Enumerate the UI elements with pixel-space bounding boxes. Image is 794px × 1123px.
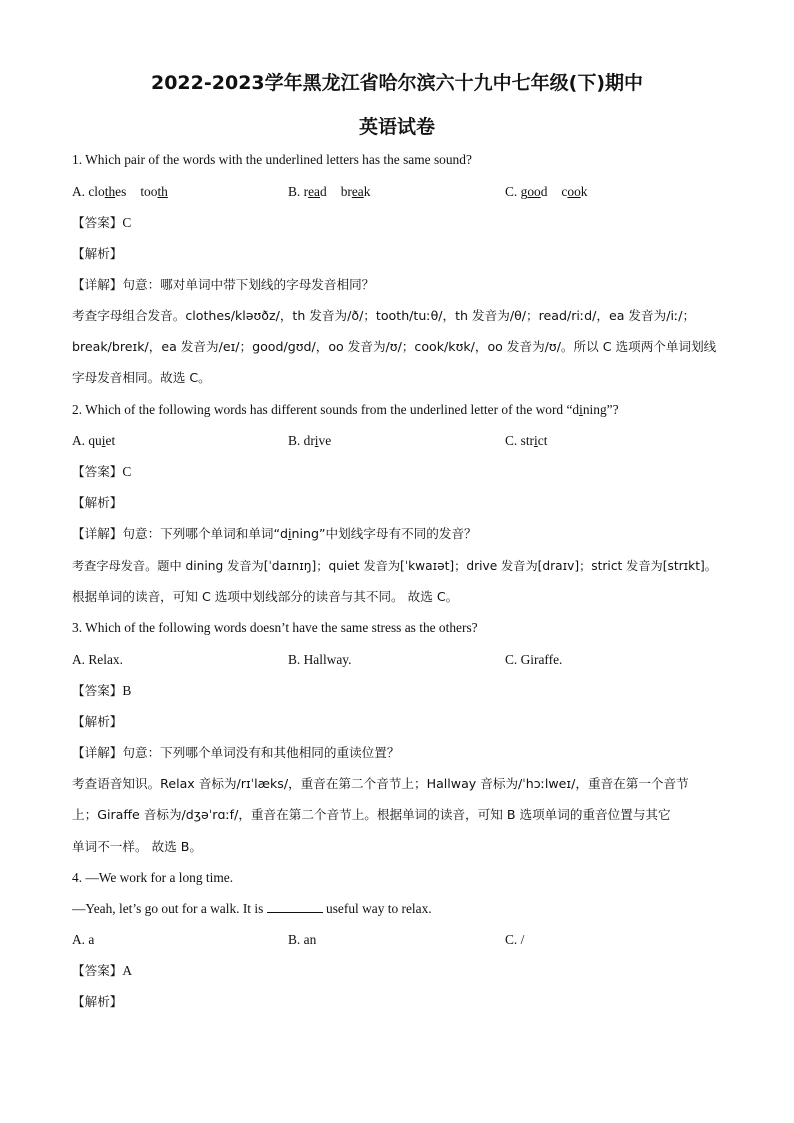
q1-option-c: C. good cook xyxy=(505,184,588,199)
q3-explanation-3: 单词不一样。 故选 B。 xyxy=(72,839,202,854)
q1-option-a: A. clothes tooth xyxy=(72,184,168,199)
q1-analysis-label: 【解析】 xyxy=(72,246,123,261)
q4-blank xyxy=(267,900,323,913)
q2-explanation-1: 考查字母发音。题中 dining 发音为[ˈdaɪnɪŋ]；quiet 发音为[ˈkwaɪət]；drive 发音为[draɪv]；strict 发音为[strɪkt]。 xyxy=(72,559,717,573)
q3-option-a: A. Relax. xyxy=(72,652,123,667)
q4-analysis-label: 【解析】 xyxy=(72,994,123,1009)
q1-stem: 1. Which pair of the words with the underlined letters has the same sound? xyxy=(72,152,472,167)
q2-analysis-label: 【解析】 xyxy=(72,495,123,510)
q3-option-b: B. Hallway. xyxy=(288,652,352,667)
paper-title-line2: 英语试卷 xyxy=(358,116,435,138)
q2-stem: 2. Which of the following words has different sounds from the underlined letter of the word “dining”? xyxy=(72,402,619,417)
paper-title-line1: 2022-2023学年黑龙江省哈尔滨六十九中七年级(下)期中 xyxy=(150,72,644,94)
q1-option-b: B. read break xyxy=(288,184,371,199)
q4-option-b: B. an xyxy=(288,932,317,947)
q1-explanation-3: 字母发音相同。故选 C。 xyxy=(72,370,211,385)
q2-option-b: B. drive xyxy=(288,433,332,448)
q4-option-a: A. a xyxy=(72,932,95,947)
q2-option-a: A. quiet xyxy=(72,433,116,448)
q1-answer: 【答案】C xyxy=(72,215,132,230)
q1-detail: 【详解】句意：哪对单词中带下划线的字母发音相同？ xyxy=(72,277,375,292)
q4-stem-line2: —Yeah, let’s go out for a walk. It is useful way to relax. xyxy=(72,901,432,916)
q3-explanation-2: 上；Giraffe 音标为/dʒəˈrɑːf/，重音在第二个音节上。根据单词的读音，可知 B 选项单词的重音位置与其它 xyxy=(72,807,671,822)
q3-option-c: C. Giraffe. xyxy=(505,652,563,667)
q3-analysis-label: 【解析】 xyxy=(72,714,123,729)
q4-option-c: C. / xyxy=(505,932,525,947)
q3-explanation-1: 考查语音知识。Relax 音标为/rɪˈlæks/，重音在第二个音节上；Hallway 音标为/ˈhɔːlweɪ/，重音在第一个音节 xyxy=(72,776,689,791)
q2-option-c: C. strict xyxy=(505,433,548,448)
q4-answer: 【答案】A xyxy=(72,963,133,978)
q2-explanation-2: 根据单词的读音，可知 C 选项中划线部分的读音与其不同。 故选 C。 xyxy=(72,589,459,604)
q3-detail: 【详解】句意：下列哪个单词没有和其他相同的重读位置？ xyxy=(72,745,400,760)
q3-answer: 【答案】B xyxy=(72,683,132,698)
q2-detail: 【详解】句意：下列哪个单词和单词“dining”中划线字母有不同的发音？ xyxy=(72,526,477,541)
q1-explanation-2: break/breɪk/，ea 发音为/eɪ/；good/gʊd/，oo 发音为/ʊ/；cook/kʊk/，oo 发音为/ʊ/。所以 C 选项两个单词划线 xyxy=(72,339,717,354)
q3-stem: 3. Which of the following words doesn’t have the same stress as the others? xyxy=(72,620,478,635)
q2-answer: 【答案】C xyxy=(72,464,132,479)
q1-explanation-1: 考查字母组合发音。clothes/kləʊðz/，th 发音为/ð/；tooth/tuːθ/，th 发音为/θ/；read/riːd/，ea 发音为/iː/； xyxy=(72,308,696,323)
q4-stem-line1: 4. —We work for a long time. xyxy=(72,870,234,885)
